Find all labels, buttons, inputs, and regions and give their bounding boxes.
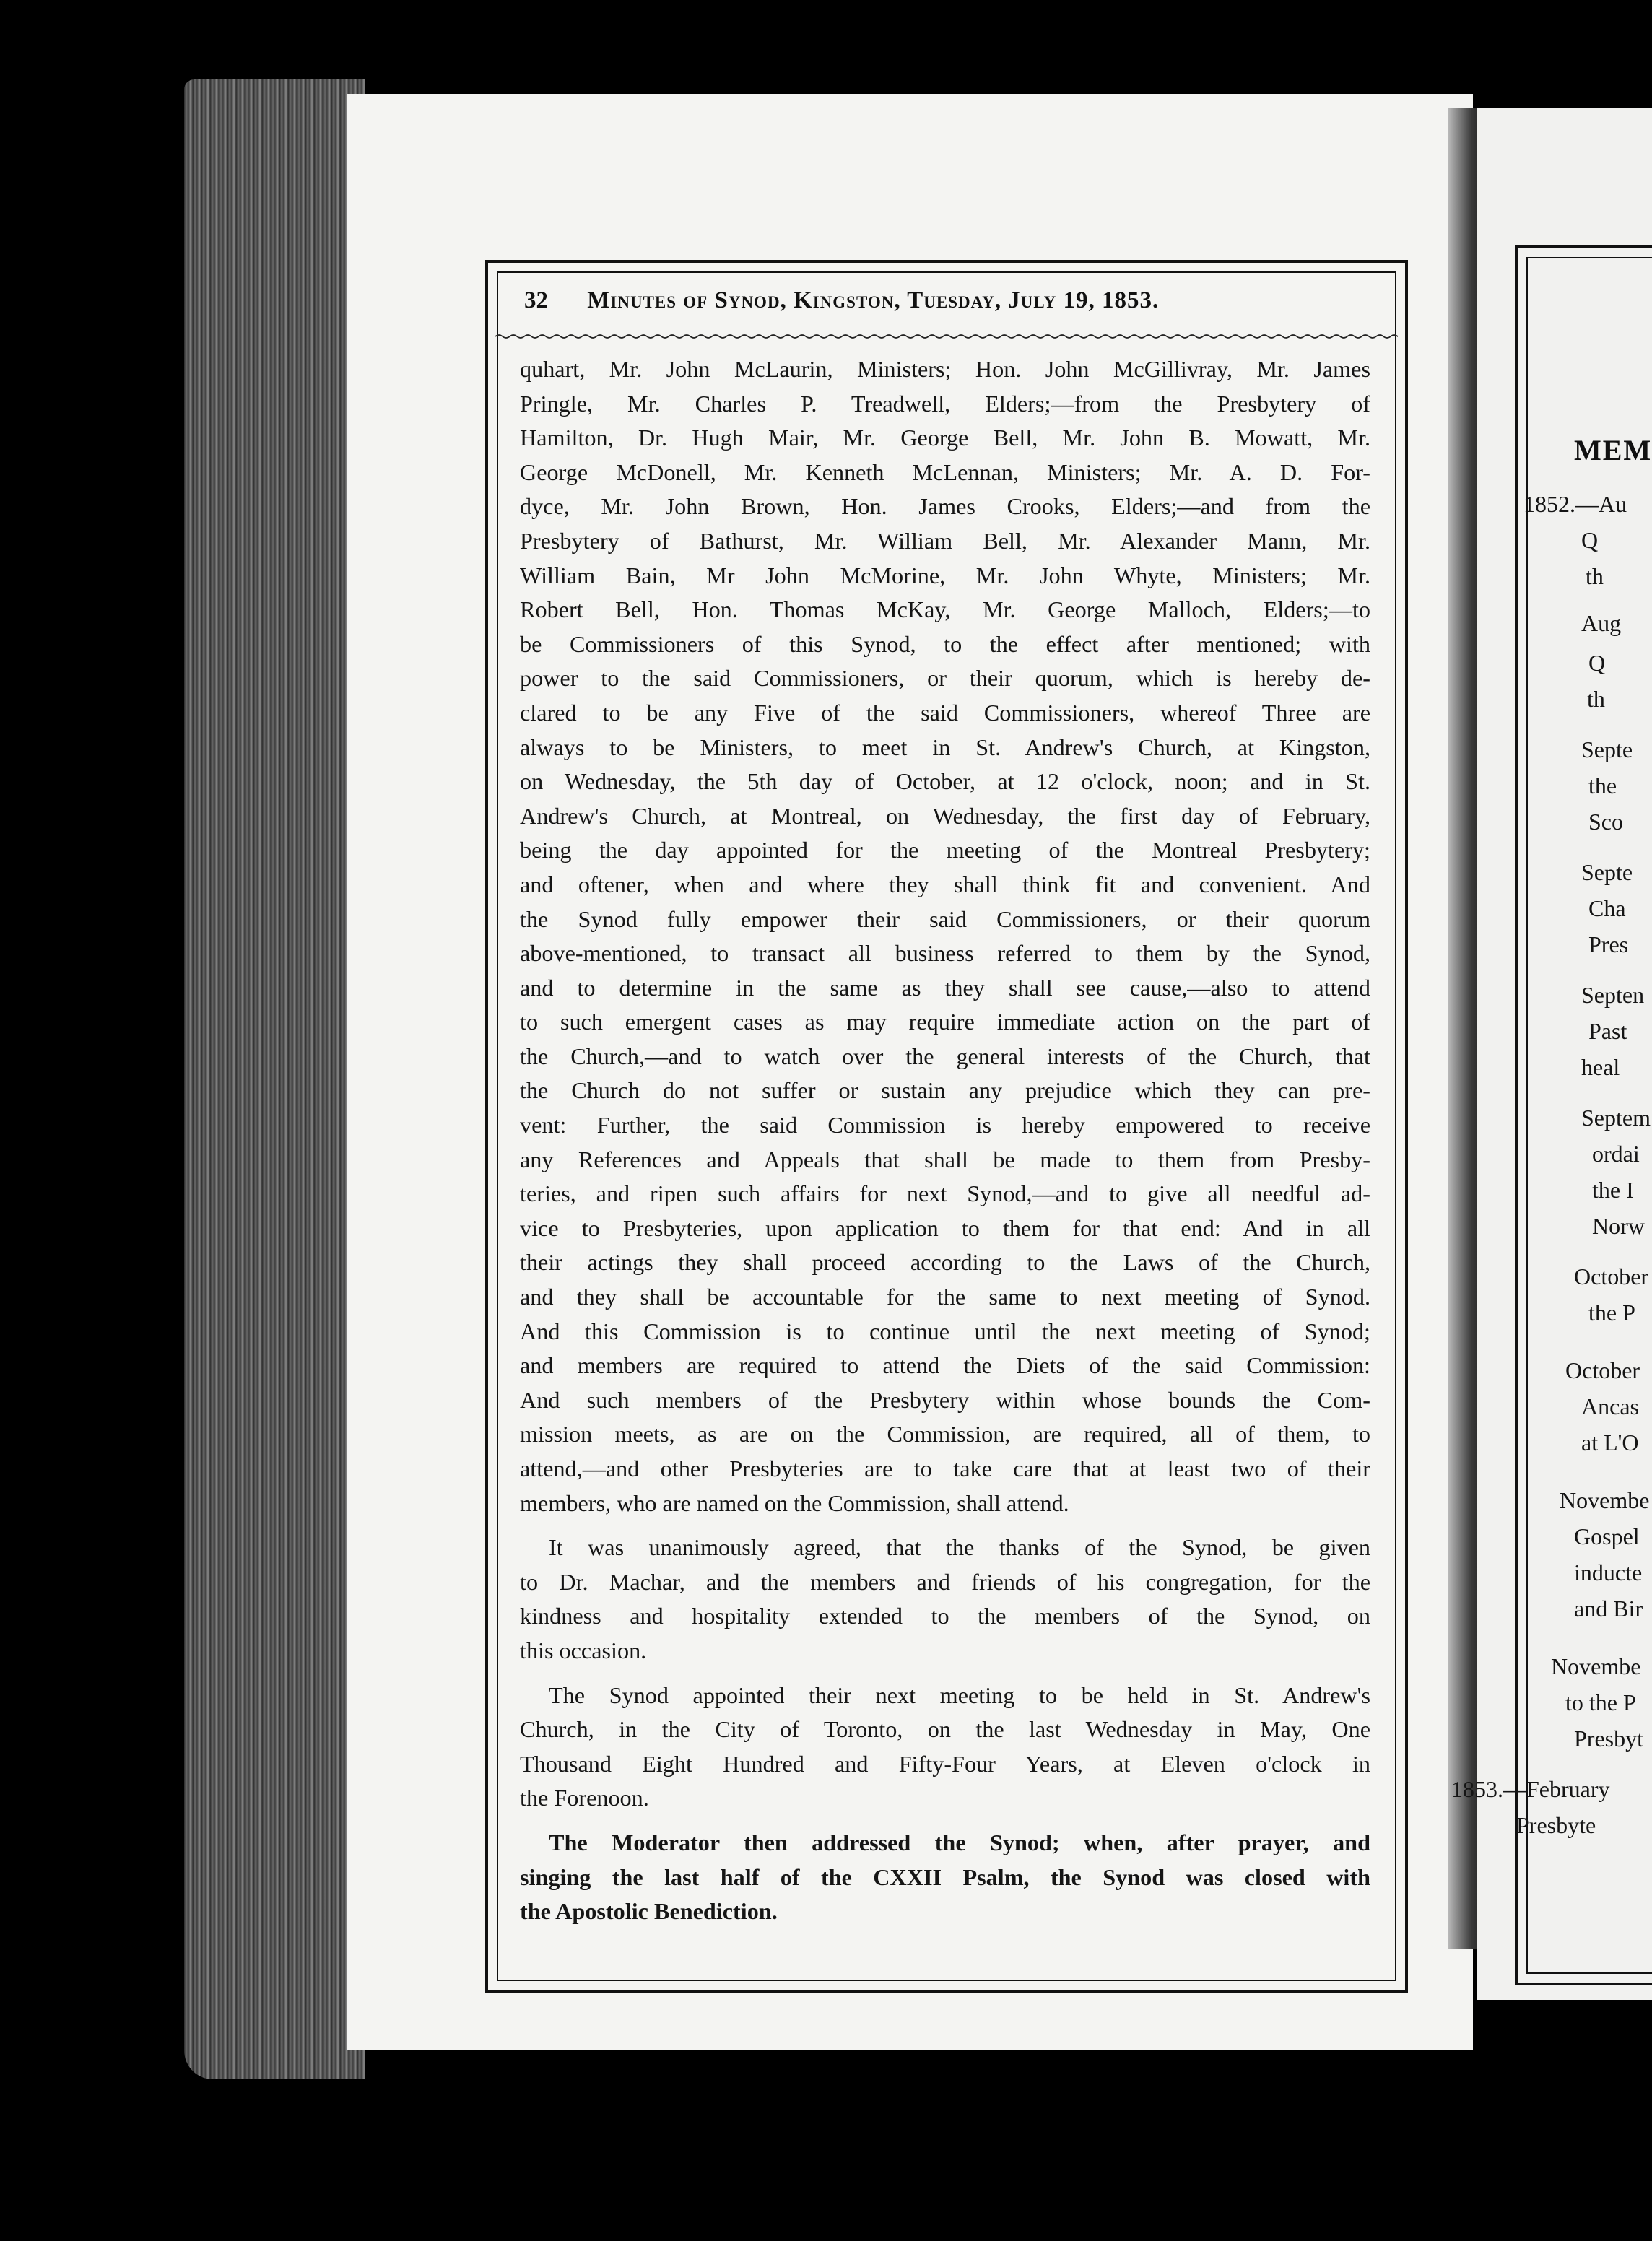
- facing-page-entry: Pres: [1588, 931, 1629, 957]
- facing-page-entry: Past: [1588, 1018, 1627, 1044]
- facing-page-entry: Norw: [1592, 1213, 1645, 1239]
- facing-page-entry: Presbyt: [1574, 1726, 1643, 1752]
- text-line: to such emergent cases as may require immediate action on the part of: [520, 1009, 1370, 1035]
- facing-page-entry: Septe: [1581, 859, 1633, 885]
- facing-page-entry: Aug: [1581, 610, 1622, 636]
- facing-page-entry: the P: [1588, 1300, 1635, 1326]
- facing-page-entry: the I: [1592, 1177, 1634, 1203]
- text-line: on Wednesday, the 5th day of October, at 12 o'clock, noon; and in St.: [520, 768, 1370, 795]
- facing-page-entry: to the P: [1565, 1689, 1636, 1715]
- text-line: Andrew's Church, at Montreal, on Wednesday, the first day of February,: [520, 802, 1370, 829]
- facing-page-entry: inducte: [1574, 1559, 1643, 1585]
- facing-page-title: MEM: [1574, 434, 1652, 466]
- text-line: vent: Further, the said Commission is hereby empowered to receive: [520, 1112, 1370, 1139]
- text-line: Pringle, Mr. Charles P. Treadwell, Elders;—from the Presbytery of: [520, 390, 1370, 417]
- text-line: this occasion.: [520, 1637, 647, 1663]
- facing-page-entry: and Bir: [1574, 1596, 1643, 1622]
- paragraph-closing: [520, 1826, 1370, 1929]
- book-page-edges: [184, 79, 365, 2079]
- text-line: the Forenoon.: [520, 1785, 649, 1811]
- text-line: clared to be any Five of the said Commissioners, whereof Three are: [520, 699, 1370, 726]
- text-line: William Bain, Mr John McMorine, Mr. John Whyte, Ministers; Mr.: [520, 562, 1370, 588]
- facing-page-entry: th: [1586, 563, 1604, 589]
- running-title: Minutes of Synod, Kingston, Tuesday, July 19, 1853.: [587, 287, 1160, 313]
- facing-page-entry: Septe: [1581, 736, 1633, 762]
- facing-page-entry: th: [1587, 686, 1605, 712]
- facing-page-entry: Gospel: [1574, 1523, 1640, 1549]
- text-line: and oftener, when and where they shall think fit and convenient. And: [520, 871, 1370, 897]
- text-line: the Synod fully empower their said Commissioners, or their quorum: [520, 905, 1370, 932]
- text-line: George McDonell, Mr. Kenneth McLennan, Ministers; Mr. A. D. For-: [520, 458, 1370, 485]
- facing-page-entry: Presbyte: [1516, 1812, 1596, 1838]
- text-line: vice to Presbyteries, upon application to them for that end: And in all: [520, 1214, 1370, 1241]
- text-line: dyce, Mr. John Brown, Hon. James Crooks, Elders;—and from the: [520, 493, 1370, 520]
- facing-page-entry: ordai: [1592, 1141, 1640, 1167]
- text-line: the Apostolic Benediction.: [520, 1898, 778, 1925]
- text-line: And this Commission is to continue until the next meeting of Synod;: [520, 1318, 1370, 1344]
- text-line: The Moderator then addressed the Synod; when, after prayer, and: [549, 1829, 1370, 1855]
- facing-page-entry: Q: [1581, 527, 1599, 553]
- text-line: to Dr. Machar, and the members and friends of his congregation, for the: [520, 1568, 1370, 1595]
- text-line: quhart, Mr. John McLaurin, Ministers; Hon. John McGillivray, Mr. James: [520, 356, 1370, 382]
- text-line: and members are required to attend the Diets of the said Commission:: [520, 1352, 1370, 1379]
- paragraph-commission: [520, 352, 1370, 1520]
- text-line: be Commissioners of this Synod, to the effect after mentioned; with: [520, 630, 1370, 657]
- text-line: It was unanimously agreed, that the thanks of the Synod, be given: [549, 1534, 1370, 1561]
- body-text: [520, 352, 1370, 1929]
- facing-page-entry: Cha: [1588, 895, 1626, 921]
- text-line: Thousand Eight Hundred and Fifty-Four Years, at Eleven o'clock in: [520, 1750, 1370, 1777]
- facing-page-entry: Novembe: [1551, 1653, 1641, 1679]
- text-line: Robert Bell, Hon. Thomas McKay, Mr. George Malloch, Elders;—to: [520, 596, 1370, 623]
- running-head: [524, 287, 1383, 314]
- text-line: the Church,—and to watch over the general interests of the Church, that: [520, 1043, 1370, 1069]
- text-line: the Church do not suffer or sustain any prejudice which they can pre-: [520, 1077, 1370, 1104]
- text-line: their actings they shall proceed according to the Laws of the Church,: [520, 1249, 1370, 1276]
- paragraph-thanks: [520, 1531, 1370, 1668]
- facing-page-entry: Q: [1588, 650, 1606, 676]
- text-line: members, who are named on the Commission, shall attend.: [520, 1489, 1069, 1516]
- facing-page-entry: at L'O: [1581, 1430, 1639, 1455]
- text-line: above-mentioned, to transact all business referred to them by the Synod,: [520, 940, 1370, 967]
- text-line: being the day appointed for the meeting of the Montreal Presbytery;: [520, 837, 1370, 863]
- text-line: attend,—and other Presbyteries are to take care that at least two of their: [520, 1455, 1370, 1481]
- facing-page-entry: Ancas: [1581, 1393, 1639, 1419]
- text-line: And such members of the Presbytery within whose bounds the Com-: [520, 1386, 1370, 1413]
- text-line: and to determine in the same as they shall see cause,—also to attend: [520, 974, 1370, 1001]
- text-line: Church, in the City of Toronto, on the last Wednesday in May, One: [520, 1716, 1370, 1743]
- text-line: teries, and ripen such affairs for next Synod,—and to give all needful ad-: [520, 1180, 1370, 1207]
- facing-page-entry: October: [1574, 1263, 1649, 1289]
- facing-page-text: [1437, 404, 1652, 1964]
- text-line: and they shall be accountable for the same to next meeting of Synod.: [520, 1284, 1370, 1310]
- wavy-rule: [495, 334, 1398, 339]
- page-number: 32: [524, 287, 548, 313]
- paragraph-next-meeting: [520, 1679, 1370, 1816]
- text-line: power to the said Commissioners, or their quorum, which is hereby de-: [520, 665, 1370, 692]
- text-line: kindness and hospitality extended to the members of the Synod, on: [520, 1603, 1370, 1629]
- facing-page-entry: Novembe: [1560, 1487, 1650, 1513]
- facing-page-entry: Sco: [1588, 809, 1623, 835]
- text-line: mission meets, as are on the Commission, are required, all of them, to: [520, 1421, 1370, 1448]
- facing-page-entry: 1852.—Au: [1523, 491, 1627, 517]
- text-line: singing the last half of the CXXII Psalm, the Synod was closed with: [520, 1863, 1370, 1890]
- text-line: The Synod appointed their next meeting to be held in St. Andrew's: [549, 1681, 1370, 1708]
- facing-page-entry: Septem: [1581, 1105, 1651, 1131]
- facing-page-entry: October: [1565, 1357, 1640, 1383]
- text-line: always to be Ministers, to meet in St. Andrew's Church, at Kingston,: [520, 734, 1370, 760]
- text-line: Hamilton, Dr. Hugh Mair, Mr. George Bell, Mr. John B. Mowatt, Mr.: [520, 425, 1370, 451]
- facing-page-entry: 1853.—February: [1451, 1776, 1610, 1802]
- text-line: Presbytery of Bathurst, Mr. William Bell, Mr. Alexander Mann, Mr.: [520, 527, 1370, 554]
- facing-page-entry: heal: [1581, 1054, 1620, 1080]
- facing-page-entry: the: [1588, 773, 1617, 799]
- text-line: any References and Appeals that shall be made to them from Presby-: [520, 1146, 1370, 1172]
- facing-page-entry: Septen: [1581, 982, 1645, 1008]
